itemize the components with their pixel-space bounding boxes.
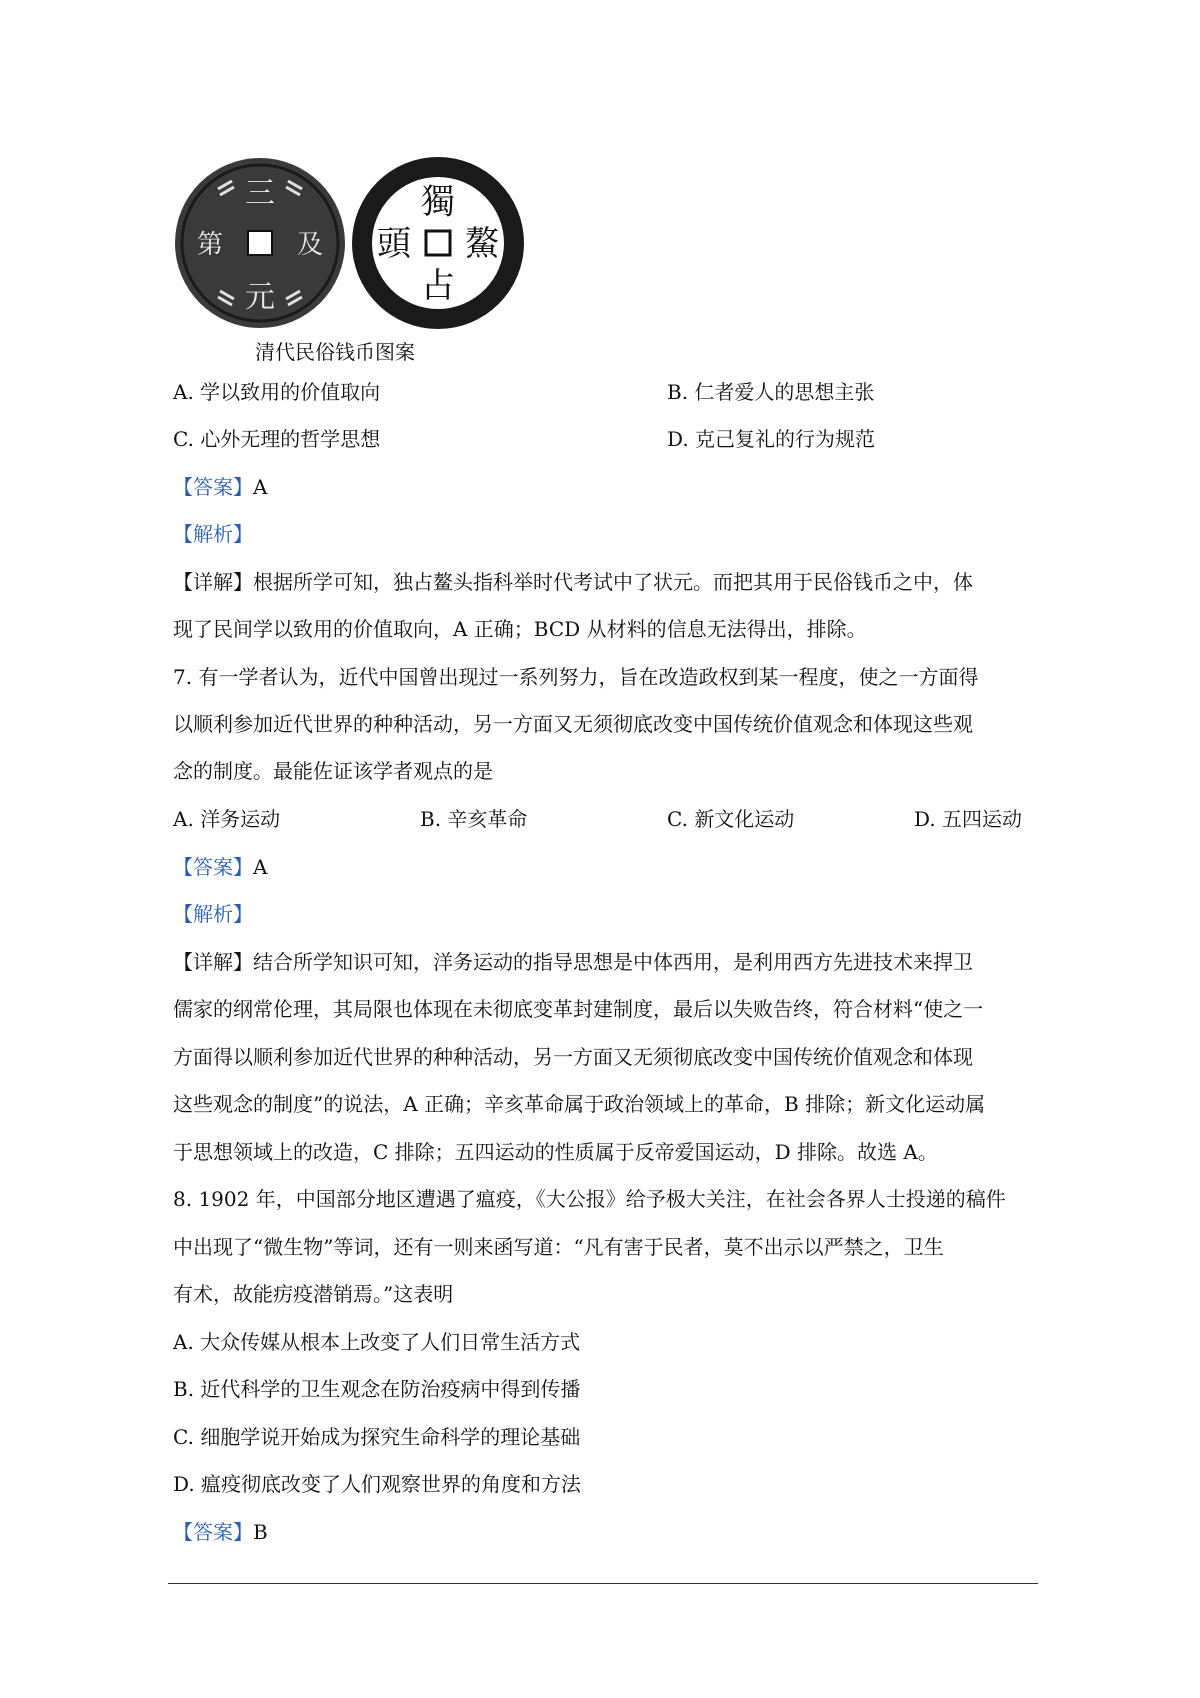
- q6-answer: [173, 473, 267, 501]
- coin1-char-top: 三: [245, 176, 275, 211]
- option-text: 五四运动: [942, 807, 1023, 831]
- q8-stem-line-2: 中出现了“微生物”等词，还有一则来函写道：“凡有害于民者，莫不出示以严禁之，卫生: [173, 1235, 944, 1259]
- coin2-char-top: 獨: [421, 182, 455, 222]
- q6-detail-line-2: 现了民间学以致用的价值取向，A 正确；BCD 从材料的信息无法得出，排除。: [173, 617, 867, 641]
- option-label: B.: [173, 1377, 195, 1401]
- q7-detail-line-2: 儒家的纲常伦理，其局限也体现在未彻底变革封建制度，最后以失败告终，符合材料“使之一: [173, 997, 984, 1021]
- answer-value: A: [253, 475, 268, 499]
- option-label: A.: [173, 380, 194, 404]
- q7-stem-line-1: 7. 有一学者认为，近代中国曾出现过一系列努力，旨在改造政权到某一程度，使之一方面得: [173, 665, 979, 689]
- q7-option-b: [420, 805, 527, 833]
- figure-caption: 清代民俗钱币图案: [255, 340, 415, 364]
- q7-detail-line-5: 于思想领域上的改造，C 排除；五四运动的性质属于反帝爱国运动，D 排除。故选 A。: [173, 1140, 938, 1164]
- q6-analysis-tag: 【解析】: [173, 522, 253, 546]
- q6-option-b: [667, 378, 874, 406]
- q7-detail-line-4: 这些观念的制度”的说法，A 正确；辛亥革命属于政治领域上的革命，B 排除；新文化运动属: [173, 1092, 986, 1116]
- q7-detail-line-3: 方面得以顺利参加近代世界的种种活动，另一方面又无须彻底改变中国传统价值观念和体现: [173, 1045, 973, 1069]
- option-label: A.: [173, 807, 194, 831]
- q7-option-c: [667, 805, 794, 833]
- coin1-char-bottom: 元: [245, 280, 275, 315]
- q6-option-c: [173, 425, 380, 453]
- answer-value: B: [253, 1520, 268, 1544]
- q7-option-a: [173, 805, 280, 833]
- option-text: 新文化运动: [694, 807, 795, 831]
- option-text: 近代科学的卫生观念在防治疫病中得到传播: [200, 1377, 581, 1401]
- q8-stem-line-1: 8. 1902 年，中国部分地区遭遇了瘟疫，《大公报》给予极大关注，在社会各界人士投递的稿件: [173, 1187, 1006, 1211]
- detail-text: 结合所学知识可知，洋务运动的指导思想是中体西用，是利用西方先进技术来捍卫: [253, 950, 973, 974]
- coin1-char-left: 第: [196, 230, 224, 260]
- option-label: C.: [173, 427, 194, 451]
- q8-answer: [173, 1518, 268, 1546]
- option-label: A.: [173, 1330, 194, 1354]
- coin2-char-left: 頭: [377, 224, 411, 264]
- answer-tag: 【答案】: [173, 475, 253, 499]
- answer-value: A: [253, 855, 268, 879]
- option-label: D.: [914, 807, 936, 831]
- option-label: D.: [173, 1472, 195, 1496]
- coin2-char-bottom: 占: [421, 266, 455, 306]
- q7-analysis-tag: 【解析】: [173, 902, 253, 926]
- q8-option-a: [173, 1328, 580, 1356]
- coin2-char-right: 鰲: [465, 224, 499, 264]
- detail-text: 根据所学可知，独占鳌头指科举时代考试中了状元。而把其用于民俗钱币之中，体: [253, 570, 973, 594]
- q7-stem-line-3: 念的制度。最能佐证该学者观点的是: [173, 759, 493, 783]
- option-text: 辛亥革命: [447, 807, 528, 831]
- option-text: 洋务运动: [200, 807, 281, 831]
- option-label: B.: [667, 380, 689, 404]
- option-text: 细胞学说开始成为探究生命科学的理论基础: [200, 1425, 581, 1449]
- coin-san-yuan-ji-di: [175, 158, 345, 328]
- q8-option-c: [173, 1423, 580, 1451]
- option-text: 仁者爱人的思想主张: [694, 380, 875, 404]
- option-text: 瘟疫彻底改变了人们观察世界的角度和方法: [201, 1472, 582, 1496]
- q8-option-d: [173, 1470, 581, 1498]
- detail-tag: 【详解】: [173, 570, 253, 594]
- option-text: 大众传媒从根本上改变了人们日常生活方式: [200, 1330, 581, 1354]
- q7-answer: [173, 853, 267, 881]
- option-label: C.: [667, 807, 688, 831]
- coin1-char-right: 及: [296, 230, 324, 260]
- q6-detail-line-1: [173, 568, 973, 596]
- option-label: D.: [667, 427, 689, 451]
- q8-option-b: [173, 1375, 580, 1403]
- q8-stem-line-3: 有术，故能疠疫潜销焉。”这表明: [173, 1282, 454, 1306]
- coin-figure: [170, 155, 570, 345]
- coin-du-zhan-ao-tou: [352, 157, 524, 329]
- detail-tag: 【详解】: [173, 950, 253, 974]
- option-text: 学以致用的价值取向: [200, 380, 381, 404]
- q7-option-d: [914, 805, 1022, 833]
- option-label: B.: [420, 807, 442, 831]
- option-text: 心外无理的哲学思想: [200, 427, 381, 451]
- option-label: C.: [173, 1425, 194, 1449]
- q7-stem-line-2: 以顺利参加近代世界的种种活动，另一方面又无须彻底改变中国传统价值观念和体现这些观: [173, 712, 973, 736]
- answer-tag: 【答案】: [173, 855, 253, 879]
- answer-tag: 【答案】: [173, 1520, 253, 1544]
- q6-option-d: [667, 425, 875, 453]
- option-text: 克己复礼的行为规范: [695, 427, 876, 451]
- footer-divider: [168, 1583, 1038, 1584]
- q7-detail-line-1: [173, 948, 973, 976]
- q6-option-a: [173, 378, 380, 406]
